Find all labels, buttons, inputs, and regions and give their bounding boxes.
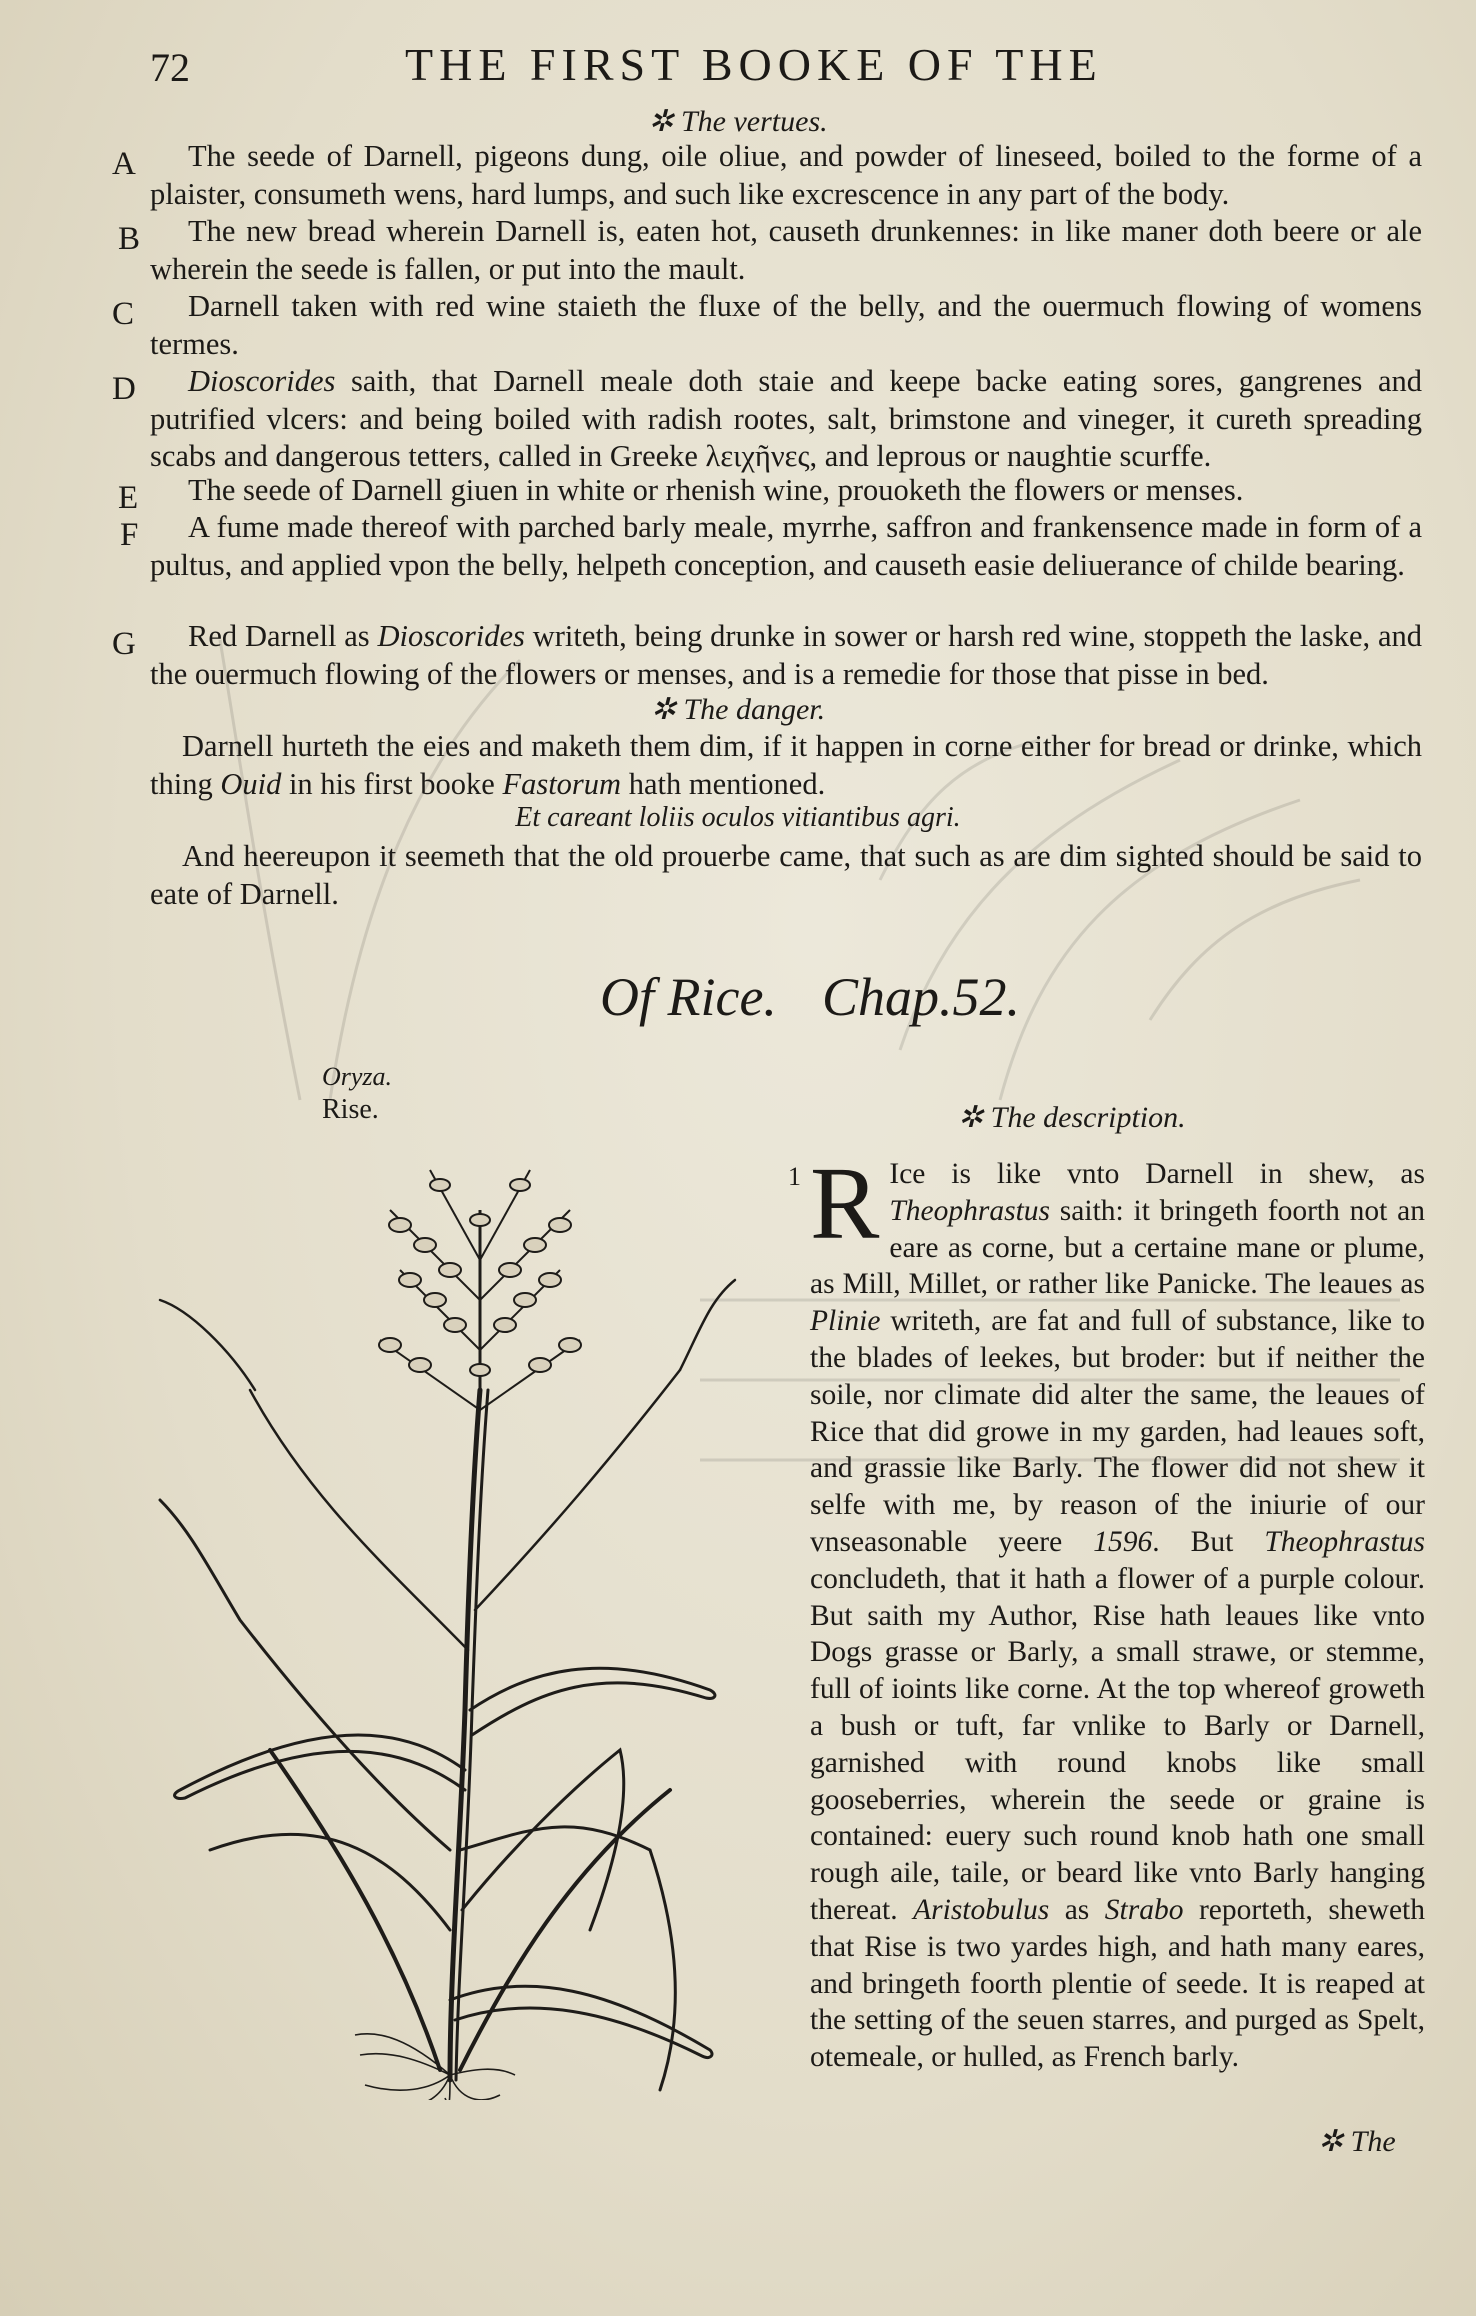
page-number: 72	[150, 45, 190, 90]
description-text: . But	[1152, 1525, 1265, 1558]
author-name: Theophrastus	[889, 1194, 1051, 1227]
author-name: Dioscorides	[188, 364, 336, 398]
chapter-title: Of Rice.	[600, 967, 777, 1027]
author-name: Plinie	[810, 1305, 881, 1338]
author-name: Theophrastus	[1264, 1525, 1425, 1558]
danger-text: Darnell hurteth the eies and maketh them dim, if it happen in corne either for bread or drinke, which thing	[150, 729, 1422, 801]
catchword: ✲ The	[1318, 2125, 1396, 2158]
proverb-paragraph: And heereupon it seemeth that the old prouerbe came, that such as are dim sighted should be said to eate of Darnell.	[150, 839, 1422, 911]
vertue-paragraph-c: Darnell taken with red wine staieth the fluxe of the belly, and the ouermuch flowing of womens termes.	[150, 289, 1422, 361]
work-title: Fastorum	[502, 766, 622, 801]
rice-plant-woodcut	[150, 1150, 750, 2100]
margin-number: 1	[788, 1162, 801, 1191]
vertue-text: writeth, being drunke in sower or harsh red wine, stoppeth the laske, and the ouermuch flowing of the flowers or menses, and is a remedie for those that pisse in bed.	[150, 619, 1422, 691]
vertue-text: Red Darnell as	[188, 619, 378, 653]
figure-caption-latin: Oryza.	[322, 1062, 393, 1091]
section-heading-danger: ✲ The danger.	[650, 693, 826, 726]
section-heading-description: ✲ The description.	[958, 1101, 1186, 1134]
author-name: Dioscorides	[377, 619, 525, 653]
running-title: THE FIRST BOOKE OF THE	[405, 39, 1103, 90]
danger-text: hath mentioned.	[621, 766, 826, 801]
description-paragraph	[810, 1146, 1425, 2076]
year: 1596	[1093, 1525, 1153, 1558]
description-text: concludeth, that it hath a flower of a purple colour. But saith my Author, Rise hath leaues like vnto Dogs grasse or Barly, a small strawe, or stemme, full of ioints like corne. At the top whereof groweth a bush or tuft, far vnlike to Barly or Darnell, garnished with round knobs like small gooseberries, wherein the seede or graine is contained: euery such round knob hath one small rough aile, taile, or beard like vnto Barly hanging thereat.	[810, 1562, 1425, 1926]
author-name: Strabo	[1104, 1893, 1184, 1926]
description-text: Ice is like vnto Darnell in shew, as	[889, 1158, 1425, 1190]
author-name: Ouid	[220, 766, 282, 801]
margin-letter: A	[112, 146, 136, 182]
vertue-paragraph-e: The seede of Darnell giuen in white or rhenish wine, prouoketh the flowers or menses.	[188, 473, 1244, 507]
author-name: Aristobulus	[913, 1893, 1050, 1926]
danger-text: in his first booke	[281, 766, 503, 801]
description-text: saith: it bringeth foorth not an eare as corne, but a certaine mane or plume, as Mill, Millet, or rather like Panicke. The leaues as	[810, 1194, 1425, 1301]
drop-cap: R	[810, 1146, 880, 1261]
margin-letter: G	[112, 626, 136, 662]
vertue-paragraph-a: The seede of Darnell, pigeons dung, oile oliue, and powder of lineseed, boiled to the forme of a plaister, consumeth wens, hard lumps, and such like excrescence in any part of the body.	[150, 139, 1422, 211]
margin-letter: F	[120, 517, 139, 553]
danger-paragraph	[150, 728, 1422, 803]
margin-letter: C	[112, 296, 135, 332]
margin-letter: B	[118, 221, 141, 257]
vertue-paragraph-b: The new bread wherein Darnell is, eaten hot, causeth drunkennes: in like maner doth beere or ale wherein the seede is fallen, or put into the mault.	[150, 214, 1422, 286]
margin-letter: D	[112, 371, 136, 407]
vertue-paragraph-d	[150, 363, 1422, 476]
description-text: writeth, are fat and full of substance, like to the blades of leekes, but broder: but if neither the soile, nor climate did alter the same, the leaues of Rice that did growe in my garden, had leaues soft, and grassie like Barly. The flower did not shew it selfe with me, by reason of the iniurie of our vnseasonable yeere	[810, 1305, 1425, 1558]
vertue-text: saith, that Darnell meale doth staie and keepe backe eating sores, gangrenes and putrified vlcers: and being boiled with radish rootes, salt, brimstone and vineger, it cureth spreading scabs and dangerous tetters, called in Greeke λειχῆνες, and leprous or naughtie scurffe.	[150, 364, 1422, 473]
figure-caption-english: Rise.	[322, 1094, 379, 1125]
vertue-paragraph-g	[150, 618, 1422, 693]
section-heading-vertues: ✲ The vertues.	[648, 105, 828, 138]
vertue-paragraph-f: A fume made thereof with parched barly meale, myrrhe, saffron and frankensence made in form of a pultus, and applied vpon the belly, helpeth conception, and causeth easie deliuerance of childe bearing.	[150, 510, 1422, 582]
latin-verse: Et careant loliis oculos vitiantibus agri.	[515, 802, 961, 833]
margin-letter: E	[118, 480, 139, 516]
description-text: reporteth, sheweth that Rise is two yardes high, and hath many eares, and bringeth foorth plentie of seede. It is reaped at the setting of the seuen starres, and purged as Spelt, otemeale, or hulled, as French barly.	[810, 1893, 1425, 2074]
chapter-number: Chap.52.	[822, 967, 1021, 1027]
description-text: as	[1049, 1893, 1105, 1926]
